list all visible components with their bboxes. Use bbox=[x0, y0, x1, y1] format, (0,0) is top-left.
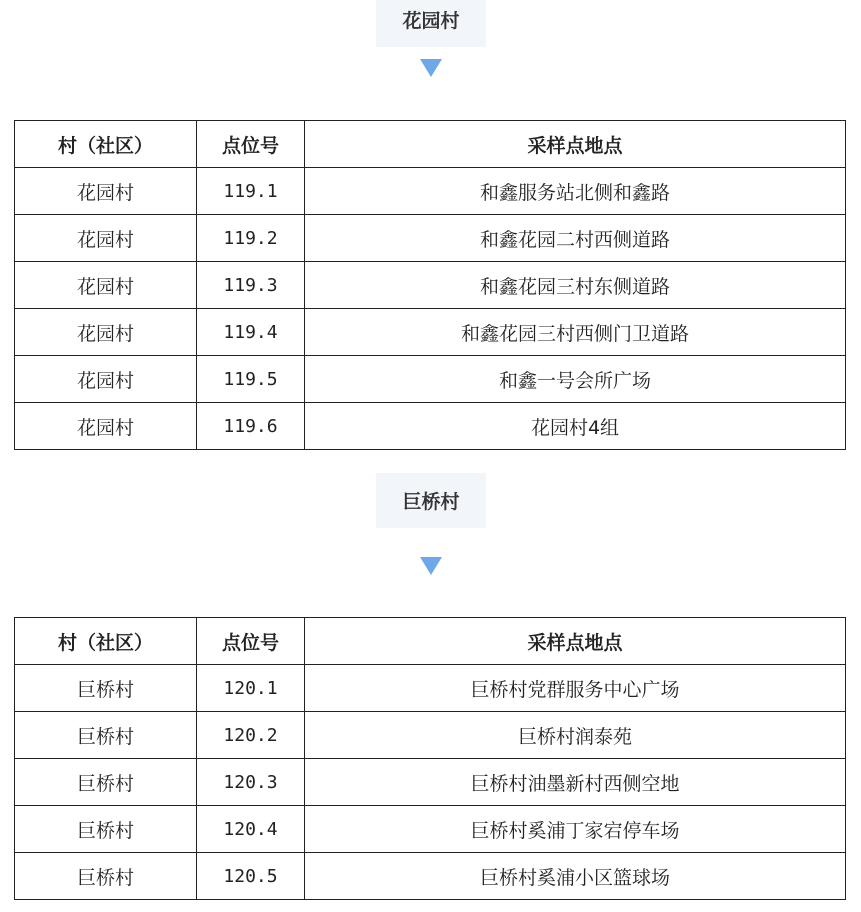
cell-location: 巨桥村奚浦丁家宕停车场 bbox=[305, 806, 846, 853]
cell-location: 和鑫花园三村西侧门卫道路 bbox=[305, 309, 846, 356]
header-point-number: 点位号 bbox=[197, 121, 305, 168]
header-point-number: 点位号 bbox=[197, 618, 305, 665]
table-row bbox=[15, 309, 846, 356]
table-row bbox=[15, 403, 846, 450]
down-arrow-icon bbox=[420, 557, 442, 575]
cell-village: 花园村 bbox=[15, 309, 197, 356]
sampling-table-juqiao bbox=[14, 617, 846, 900]
section-title-huayuan bbox=[376, 0, 486, 47]
table-row bbox=[15, 806, 846, 853]
cell-point-number: 119.3 bbox=[197, 262, 305, 309]
cell-location: 和鑫花园二村西侧道路 bbox=[305, 215, 846, 262]
section-title-text: 巨桥村 bbox=[402, 491, 460, 513]
cell-point-number: 119.5 bbox=[197, 356, 305, 403]
table-row bbox=[15, 759, 846, 806]
table-row bbox=[15, 356, 846, 403]
cell-point-number: 120.3 bbox=[197, 759, 305, 806]
header-sampling-location: 采样点地点 bbox=[305, 121, 846, 168]
cell-location: 巨桥村油墨新村西侧空地 bbox=[305, 759, 846, 806]
table-row bbox=[15, 853, 846, 900]
table-row bbox=[15, 712, 846, 759]
cell-village: 花园村 bbox=[15, 168, 197, 215]
cell-point-number: 119.4 bbox=[197, 309, 305, 356]
cell-village: 巨桥村 bbox=[15, 712, 197, 759]
cell-point-number: 120.2 bbox=[197, 712, 305, 759]
cell-village: 巨桥村 bbox=[15, 759, 197, 806]
section-title-juqiao bbox=[376, 473, 486, 528]
cell-village: 花园村 bbox=[15, 215, 197, 262]
cell-village: 花园村 bbox=[15, 262, 197, 309]
cell-location: 花园村4组 bbox=[305, 403, 846, 450]
table-header-row bbox=[15, 121, 846, 168]
cell-location: 和鑫花园三村东侧道路 bbox=[305, 262, 846, 309]
table-row bbox=[15, 665, 846, 712]
cell-location: 和鑫服务站北侧和鑫路 bbox=[305, 168, 846, 215]
table-row bbox=[15, 215, 846, 262]
cell-point-number: 120.1 bbox=[197, 665, 305, 712]
cell-village: 巨桥村 bbox=[15, 806, 197, 853]
section-title-text: 花园村 bbox=[402, 10, 460, 32]
cell-point-number: 119.6 bbox=[197, 403, 305, 450]
header-sampling-location: 采样点地点 bbox=[305, 618, 846, 665]
cell-location: 和鑫一号会所广场 bbox=[305, 356, 846, 403]
cell-point-number: 120.5 bbox=[197, 853, 305, 900]
cell-location: 巨桥村党群服务中心广场 bbox=[305, 665, 846, 712]
cell-village: 花园村 bbox=[15, 403, 197, 450]
down-arrow-icon bbox=[420, 59, 442, 77]
cell-point-number: 120.4 bbox=[197, 806, 305, 853]
sampling-table-huayuan bbox=[14, 120, 846, 450]
cell-point-number: 119.1 bbox=[197, 168, 305, 215]
header-village: 村（社区） bbox=[15, 121, 197, 168]
cell-village: 巨桥村 bbox=[15, 853, 197, 900]
cell-village: 花园村 bbox=[15, 356, 197, 403]
cell-location: 巨桥村奚浦小区篮球场 bbox=[305, 853, 846, 900]
cell-village: 巨桥村 bbox=[15, 665, 197, 712]
table-row bbox=[15, 262, 846, 309]
cell-point-number: 119.2 bbox=[197, 215, 305, 262]
cell-location: 巨桥村润泰苑 bbox=[305, 712, 846, 759]
header-village: 村（社区） bbox=[15, 618, 197, 665]
table-row bbox=[15, 168, 846, 215]
table-header-row bbox=[15, 618, 846, 665]
